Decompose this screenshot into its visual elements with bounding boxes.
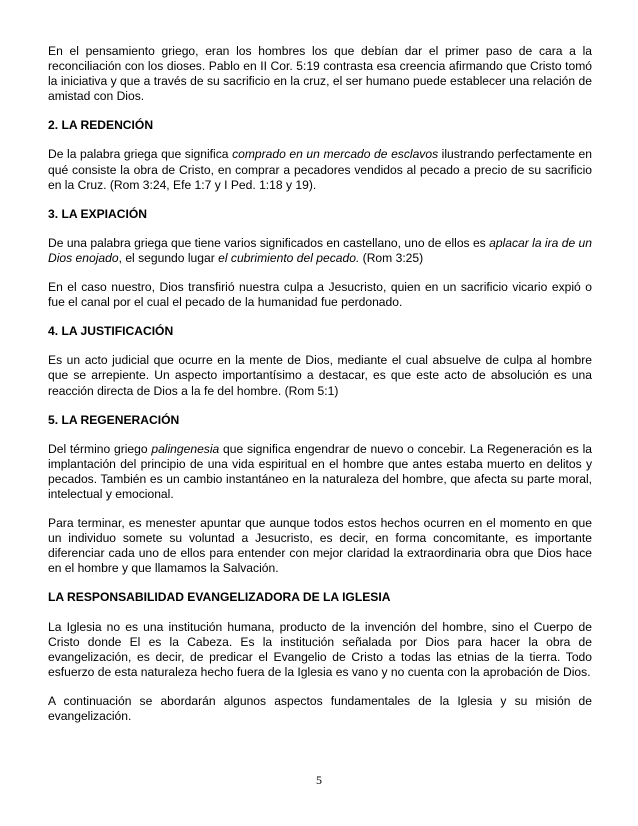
heading-regeneracion: 5. LA REGENERACIÓN xyxy=(48,412,180,427)
heading-responsabilidad-evangelizadora: LA RESPONSABILIDAD EVANGELIZADORA DE LA IGLESIA xyxy=(48,590,391,605)
italic-phrase: el cubrimiento del pecado. xyxy=(218,250,360,265)
italic-phrase: palingenesia xyxy=(151,441,220,456)
intro-paragraph: En el pensamiento griego, eran los hombres los que debían dar el primer paso de cara a la reconciliación con los dioses. Pablo en II Cor. 5:19 contrasta esa creencia afirmando que Cristo tomó la iniciativa y que a través de su sacrificio en la cruz, el ser humano puede establecer una relación de amistad con Dios. xyxy=(48,44,592,104)
document-page xyxy=(48,44,592,738)
expiacion-paragraph-1: De una palabra griega que tiene varios significados en castellano, uno de ellos es aplacar la ira de un Dios enojado, el segundo lugar el cubrimiento del pecado. (Rom 3:25) xyxy=(48,235,592,265)
expiacion-paragraph-2: En el caso nuestro, Dios transfirió nuestra culpa a Jesucristo, quien en un sacrificio vicario expió o fue el canal por el cual el pecado de la humanidad fue perdonado. xyxy=(48,280,592,310)
heading-expiacion: 3. LA EXPIACIÓN xyxy=(48,206,148,221)
conclusion-paragraph: Para terminar, es menester apuntar que aunque todos estos hechos ocurren en el momento en que un individuo somete su voluntad a Jesucristo, es decir, en forma concomitante, es importante diferenciar cada uno de ellos para entender con mejor claridad la extraordinaria obra que Dios hace en el hombre y que llamamos la Salvación. xyxy=(48,516,592,576)
regeneracion-paragraph: Del término griego palingenesia que significa engendrar de nuevo o concebir. La Regeneración es la implantación del principio de una vida espiritual en el hombre que antes estaba muerto en delitos y pecados. También es un cambio instantáneo en la naturaleza del hombre, que afecta su parte moral, intelectual y emocional. xyxy=(48,441,592,501)
justificacion-paragraph: Es un acto judicial que ocurre en la mente de Dios, mediante el cual absuelve de culpa al hombre que se arrepiente. Un aspecto importantísimo a destacar, es que este acto de absolución es una reacción directa de Dios a la fe del hombre. (Rom 5:1) xyxy=(48,353,592,398)
italic-phrase: aplacar la ira de un Dios enojado xyxy=(48,235,592,265)
heading-justificacion: 4. LA JUSTIFICACIÓN xyxy=(48,324,174,339)
continuacion-paragraph: A continuación se abordarán algunos aspectos fundamentales de la Iglesia y su misión de evangelización. xyxy=(48,693,592,723)
page-number: 5 xyxy=(316,773,322,787)
redencion-paragraph: De la palabra griega que significa comprado en un mercado de esclavos ilustrando perfectamente en qué consiste la obra de Cristo, en comprar a pecadores vendidos al pecado a precio de su sacrificio en la Cruz. (Rom 3:24, Efe 1:7 y I Ped. 1:18 y 19). xyxy=(48,147,593,192)
italic-phrase: comprado en un mercado de esclavos xyxy=(232,147,439,162)
iglesia-paragraph: La Iglesia no es una institución humana, producto de la invención del hombre, sino el Cuerpo de Cristo donde El es la Cabeza. Es la institución señalada por Dios para hacer la obra de evangelización, es decir, de predicar el Evangelio de Cristo a todas las etnias de la tierra. Todo esfuerzo de esta naturaleza hecho fuera de la Iglesia es vano y no cuenta con la aprobación de Dios. xyxy=(48,619,592,679)
heading-redencion: 2. LA REDENCIÓN xyxy=(48,118,154,133)
